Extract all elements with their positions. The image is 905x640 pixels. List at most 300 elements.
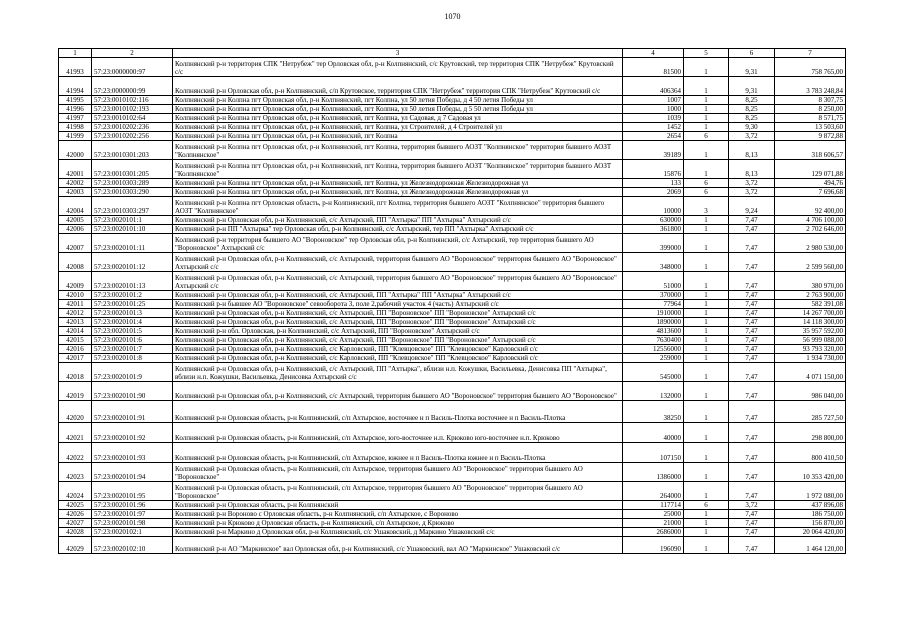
cadastral-number-cell: 57:23:0010102:193: [92, 105, 173, 114]
area-cell: 12556000: [623, 345, 684, 354]
cadastral-value-cell: 3 783 248,84: [775, 77, 846, 96]
group-cell: 1: [684, 272, 729, 291]
cadastral-number-cell: 57:23:0020102:1: [92, 528, 173, 537]
address-cell: Колпнянский р-н Колпна пгт Орловская обл, р-н Колпнянский, пгт Колпна: [173, 132, 623, 141]
group-cell: 1: [684, 443, 729, 463]
cadastral-value-cell: 986 040,00: [775, 382, 846, 401]
cadastral-number-cell: 57:23:0010303:297: [92, 197, 173, 216]
cadastral-number-cell: 57:23:0020101:97: [92, 510, 173, 519]
rate-cell: 7,47: [729, 300, 775, 309]
row-number-cell: 42013: [59, 318, 92, 327]
cadastral-value-cell: 8 250,00: [775, 105, 846, 114]
group-cell: 1: [684, 510, 729, 519]
rate-cell: 7,47: [729, 253, 775, 272]
rate-cell: 8,13: [729, 141, 775, 160]
table-row: [59, 105, 846, 114]
address-cell: Колпнянский р-н бывшее АО "Вороновское" севооборота 3, поле 2,рабочий участок 4 (часть) Ахтырский с/с: [173, 300, 623, 309]
address-cell: Колпнянский р-н Орловская обл, р-н Колпнянский, с/с Ахтырский, ПП "Ахтырка", вблизи н.п. Кожушки, Васильевка, Денисовка ПП "Ахтырка", вблизи н.п. Кожушки, Васильевка, Денисовка Ахтырский с/с: [173, 363, 623, 382]
cadastral-number-cell: 57:23:0020101:25: [92, 300, 173, 309]
table-row: [59, 132, 846, 141]
group-cell: 1: [684, 318, 729, 327]
row-number-cell: 42002: [59, 179, 92, 188]
area-cell: 81500: [623, 58, 684, 77]
group-cell: 1: [684, 336, 729, 345]
address-cell: Колпнянский р-н Колпна пгт Орловская обл, р-н Колпнянский, пгт Колпна, территория бывшего АОЗТ "Колпнянское" территория бывшего АОЗТ "Колпнянское": [173, 141, 623, 160]
cadastral-number-cell: 57:23:0020101:7: [92, 345, 173, 354]
area-cell: 630000: [623, 216, 684, 225]
rate-cell: 7,47: [729, 318, 775, 327]
area-cell: 21000: [623, 519, 684, 528]
area-cell: 264000: [623, 482, 684, 501]
area-cell: 1386000: [623, 463, 684, 482]
area-cell: 1890000: [623, 318, 684, 327]
area-cell: 77964: [623, 300, 684, 309]
cadastral-value-cell: 2 763 900,00: [775, 291, 846, 300]
rate-cell: 7,47: [729, 510, 775, 519]
table-row: [59, 528, 846, 537]
row-number-cell: 42022: [59, 443, 92, 463]
cadastral-value-cell: 298 800,00: [775, 423, 846, 443]
row-number-cell: 42003: [59, 188, 92, 197]
rate-cell: 7,47: [729, 443, 775, 463]
address-cell: Колпнянский р-н территория бывшего АО "Вороновское" тер Орловская обл, р-н Колпнянский, с/с Ахтырский, тер территория бывшего АО "Вороновское" Ахтырский с/с: [173, 234, 623, 253]
cadastral-value-cell: 20 064 420,00: [775, 528, 846, 537]
address-cell: Колпнянский р-н Крюково д Орловская область, р-н Колпнянский, с/п Ахтырское, д Крюково: [173, 519, 623, 528]
area-cell: 133: [623, 179, 684, 188]
area-cell: 348000: [623, 253, 684, 272]
group-cell: 1: [684, 58, 729, 77]
cadastral-value-cell: 1 464 120,00: [775, 537, 846, 554]
rate-cell: 7,47: [729, 234, 775, 253]
row-number-cell: 42017: [59, 354, 92, 363]
row-number-cell: 42019: [59, 382, 92, 401]
area-cell: 25000: [623, 510, 684, 519]
cadastral-value-cell: 2 599 560,00: [775, 253, 846, 272]
rate-cell: 8,25: [729, 114, 775, 123]
cadastral-number-cell: 57:23:0020101:3: [92, 309, 173, 318]
group-cell: 1: [684, 160, 729, 179]
table-row: [59, 123, 846, 132]
address-cell: Колпнянский р-н Орловская обл, р-н Колпнянский, с/с Ахтырский, ПП "Вороновское" ПП "Вороновское" Ахтырский с/с: [173, 336, 623, 345]
column-header: 3: [173, 49, 623, 58]
cadastral-value-cell: 4 706 100,00: [775, 216, 846, 225]
group-cell: 1: [684, 363, 729, 382]
table-row: [59, 141, 846, 160]
cadastral-value-cell: 186 750,00: [775, 510, 846, 519]
table-row: [59, 188, 846, 197]
address-cell: Колпнянский р-н Орловская обл, р-н Колпнянский, с/с Ахтырский, ПП "Ахтырка" ПП "Ахтырка" Ахтырский с/с: [173, 291, 623, 300]
group-cell: 1: [684, 234, 729, 253]
cadastral-value-cell: 4 071 150,00: [775, 363, 846, 382]
row-number-cell: 42001: [59, 160, 92, 179]
rate-cell: 9,30: [729, 123, 775, 132]
rate-cell: 8,25: [729, 96, 775, 105]
row-number-cell: 41994: [59, 77, 92, 96]
address-cell: Колпнянский р-н Колпна пгт Орловская обл, р-н Колпнянский, пгт Колпна, ул 50 летия Победы, д 5 50 летия Победы ул: [173, 105, 623, 114]
row-number-cell: 42005: [59, 216, 92, 225]
table-row: [59, 463, 846, 482]
group-cell: 1: [684, 309, 729, 318]
group-cell: 1: [684, 105, 729, 114]
cadastral-number-cell: 57:23:0010102:116: [92, 96, 173, 105]
column-header: 6: [729, 49, 775, 58]
column-header: 4: [623, 49, 684, 58]
group-cell: 6: [684, 132, 729, 141]
rate-cell: 3,72: [729, 132, 775, 141]
area-cell: 545000: [623, 363, 684, 382]
table-row: [59, 501, 846, 510]
table-row: [59, 216, 846, 225]
group-cell: 1: [684, 216, 729, 225]
rate-cell: 3,72: [729, 501, 775, 510]
address-cell: Колпнянский р-н Вороново с Орловская область, р-н Колпнянский, с/п Ахтырское, с Вороново: [173, 510, 623, 519]
row-number-cell: 41999: [59, 132, 92, 141]
area-cell: 117714: [623, 501, 684, 510]
group-cell: 1: [684, 291, 729, 300]
row-number-cell: 42016: [59, 345, 92, 354]
address-cell: Колпнянский р-н Орловская область, р-н Колпнянский, с/п Ахтырское, восточнее н п Василь-Плотка восточнее н п Василь-Плотка: [173, 401, 623, 423]
address-cell: Колпнянский р-н Орловская обл, р-н Колпнянский, с/с Ахтырский, ПП "Ахтырка" ПП "Ахтырка" Ахтырский с/с: [173, 216, 623, 225]
address-cell: Колпнянский р-н Орловская область, р-н Колпнянский, с/п Ахтырское, южнее н п Василь-Плотка южнее н п Василь-Плотка: [173, 443, 623, 463]
group-cell: 1: [684, 96, 729, 105]
table-row: [59, 382, 846, 401]
rate-cell: 7,47: [729, 345, 775, 354]
group-cell: 1: [684, 401, 729, 423]
page-number: 1070: [444, 12, 461, 21]
area-cell: 1039: [623, 114, 684, 123]
cadastral-number-cell: 57:23:0020101:6: [92, 336, 173, 345]
group-cell: 1: [684, 519, 729, 528]
row-number-cell: 42008: [59, 253, 92, 272]
row-number-cell: 42011: [59, 300, 92, 309]
table-row: [59, 179, 846, 188]
rate-cell: 7,47: [729, 463, 775, 482]
group-cell: 1: [684, 345, 729, 354]
address-cell: Колпнянский р-н Колпна пгт Орловская обл, р-н Колпнянский, пгт Колпна, территория бывшего АОЗТ "Колпнянское" территория бывшего АОЗТ "Колпнянское": [173, 160, 623, 179]
rate-cell: 3,72: [729, 179, 775, 188]
cadastral-number-cell: 57:23:0020101:1: [92, 216, 173, 225]
area-cell: 15876: [623, 160, 684, 179]
table-header-row: [59, 49, 846, 58]
area-cell: 2069: [623, 188, 684, 197]
table-row: [59, 537, 846, 554]
rate-cell: 7,47: [729, 423, 775, 443]
rate-cell: 8,25: [729, 105, 775, 114]
row-number-cell: 42006: [59, 225, 92, 234]
rate-cell: 7,47: [729, 537, 775, 554]
rate-cell: 7,47: [729, 528, 775, 537]
table-row: [59, 309, 846, 318]
group-cell: 1: [684, 225, 729, 234]
row-number-cell: 42027: [59, 519, 92, 528]
row-number-cell: 42000: [59, 141, 92, 160]
group-cell: 6: [684, 501, 729, 510]
row-number-cell: 42010: [59, 291, 92, 300]
row-number-cell: 42021: [59, 423, 92, 443]
address-cell: Колпнянский р-н Орловская обл, р-н Колпнянский, с/с Ахтырский, территория бывшего АО "Вороновское" территория бывшего АО "Вороновское" Ахтырский с/с: [173, 272, 623, 291]
area-cell: 1910000: [623, 309, 684, 318]
column-header: 1: [59, 49, 92, 58]
cadastral-value-cell: 2 980 530,00: [775, 234, 846, 253]
cadastral-number-cell: 57:23:0020101:9: [92, 363, 173, 382]
address-cell: Колпнянский р-н Колпна пгт Орловская обл, р-н Колпнянский, пгт Колпна, ул Железнодорожная Железнодорожная ул: [173, 179, 623, 188]
rate-cell: 7,47: [729, 354, 775, 363]
area-cell: 361800: [623, 225, 684, 234]
cadastral-number-cell: 57:23:0010303:289: [92, 179, 173, 188]
cadastral-value-cell: 7 696,68: [775, 188, 846, 197]
table-row: [59, 354, 846, 363]
cadastral-value-cell: 1 972 080,00: [775, 482, 846, 501]
row-number-cell: 42018: [59, 363, 92, 382]
area-cell: 370000: [623, 291, 684, 300]
cadastral-value-cell: 8 571,75: [775, 114, 846, 123]
row-number-cell: 41993: [59, 58, 92, 77]
address-cell: Колпнянский р-н Орловская обл, р-н Колпнянский, с/п Крутовское, территория СПК "Нетрубеж" территория СПК "Нетрубеж" Крутовский с/с: [173, 77, 623, 96]
cadastral-number-cell: 57:23:0000000:99: [92, 77, 173, 96]
address-cell: Колпнянский р-н Колпна пгт Орловская обл, р-н Колпнянский, пгт Колпна, ул Садовая, д 7 Садовая ул: [173, 114, 623, 123]
cadastral-number-cell: 57:23:0020101:10: [92, 225, 173, 234]
address-cell: Колпнянский р-н Орловская область, р-н Колпнянский, с/п Ахтырское, территория бывшего АО "Вороновское" территория бывшего АО "Вороновское": [173, 482, 623, 501]
area-cell: 40000: [623, 423, 684, 443]
address-cell: Колпнянский р-н Орловская обл, р-н Колпнянский, с/с Ахтырский, ПП "Вороновское" ПП "Вороновское" Ахтырский с/с: [173, 309, 623, 318]
group-cell: 1: [684, 354, 729, 363]
cadastral-number-cell: 57:23:0020101:11: [92, 234, 173, 253]
area-cell: 38250: [623, 401, 684, 423]
group-cell: 1: [684, 77, 729, 96]
column-header: 7: [775, 49, 846, 58]
rate-cell: 7,47: [729, 272, 775, 291]
group-cell: 1: [684, 253, 729, 272]
table-row: [59, 318, 846, 327]
address-cell: Колпнянский р-н территория СПК "Нетрубеж" тер Орловская обл, р-н Колпнянский, с/с Крутовский, тер территория СПК "Нетрубеж" Крутовский с/с: [173, 58, 623, 77]
group-cell: 1: [684, 482, 729, 501]
area-cell: 399000: [623, 234, 684, 253]
group-cell: 6: [684, 179, 729, 188]
area-cell: 1007: [623, 96, 684, 105]
rate-cell: 7,47: [729, 336, 775, 345]
cadastral-number-cell: 57:23:0010301:203: [92, 141, 173, 160]
cadastral-value-cell: 437 896,08: [775, 501, 846, 510]
table-row: [59, 510, 846, 519]
address-cell: Колпнянский р-н Орловская обл, р-н Колпнянский, с/с Карловский, ПП "Клевцовское" ПП "Клевцовское" Карловский с/с: [173, 345, 623, 354]
column-header: 5: [684, 49, 729, 58]
cadastral-value-cell: 56 999 088,00: [775, 336, 846, 345]
rate-cell: 7,47: [729, 401, 775, 423]
cadastral-value-cell: 10 353 420,00: [775, 463, 846, 482]
group-cell: 1: [684, 423, 729, 443]
area-cell: 10000: [623, 197, 684, 216]
rate-cell: 7,47: [729, 327, 775, 336]
rate-cell: 7,47: [729, 382, 775, 401]
address-cell: Колпнянский р-н обл. Орловская, р-н Колпнянский, с/с Ахтырский, ПП "Вороновское" Ахтырский с/с: [173, 327, 623, 336]
row-number-cell: 42026: [59, 510, 92, 519]
cadastral-number-cell: 57:23:0020101:94: [92, 463, 173, 482]
address-cell: Колпнянский р-н АО "Маркинское" вал Орловская обл, р-н Колпнянский, с/с Ушаковский, вал АО "Маркинское" Ушаковский с/с: [173, 537, 623, 554]
address-cell: Колпнянский р-н Орловская область, р-н Колпнянский, с/п Ахтырское, территория бывшего АО "Вороновское" территория бывшего АО "Вороновское": [173, 463, 623, 482]
table-row: [59, 345, 846, 354]
cadastral-value-cell: 494,76: [775, 179, 846, 188]
table-row: [59, 482, 846, 501]
rate-cell: 7,47: [729, 225, 775, 234]
group-cell: 1: [684, 463, 729, 482]
group-cell: 1: [684, 114, 729, 123]
rate-cell: 9,31: [729, 77, 775, 96]
table-row: [59, 519, 846, 528]
rate-cell: 7,47: [729, 309, 775, 318]
cadastral-value-cell: 285 727,50: [775, 401, 846, 423]
cadastral-number-cell: 57:23:0020101:2: [92, 291, 173, 300]
cadastral-number-cell: 57:23:0010303:290: [92, 188, 173, 197]
group-cell: 6: [684, 188, 729, 197]
cadastral-value-cell: 758 765,00: [775, 58, 846, 77]
address-cell: Колпнянский р-н Орловская обл, р-н Колпнянский, с/с Карловский, ПП "Клевцовское" ПП "Клевцовское" Карловский с/с: [173, 354, 623, 363]
group-cell: 1: [684, 123, 729, 132]
row-number-cell: 42015: [59, 336, 92, 345]
group-cell: 1: [684, 528, 729, 537]
table-row: [59, 443, 846, 463]
table-row: [59, 291, 846, 300]
cadastral-number-cell: 57:23:0020101:8: [92, 354, 173, 363]
row-number-cell: 41997: [59, 114, 92, 123]
row-number-cell: 42024: [59, 482, 92, 501]
group-cell: 1: [684, 327, 729, 336]
area-cell: 39189: [623, 141, 684, 160]
table-row: [59, 300, 846, 309]
cadastral-number-cell: 57:23:0010202:236: [92, 123, 173, 132]
cadastral-value-table: [58, 48, 846, 554]
address-cell: Колпнянский р-н Орловская обл, р-н Колпнянский, с/с Ахтырский, ПП "Вороновское" ПП "Вороновское" Ахтырский с/с: [173, 318, 623, 327]
rate-cell: 7,47: [729, 216, 775, 225]
cadastral-number-cell: 57:23:0020101:95: [92, 482, 173, 501]
area-cell: 259000: [623, 354, 684, 363]
address-cell: Колпнянский р-н Орловская обл, р-н Колпнянский, с/с Ахтырский, территория бывшего АО "Вороновское" территория бывшего АО "Вороновское": [173, 382, 623, 401]
address-cell: Колпнянский р-н Орловская обл, р-н Колпнянский, с/с Ахтырский, территория бывшего АО "Вороновское" территория бывшего АО "Вороновское" Ахтырский с/с: [173, 253, 623, 272]
cadastral-number-cell: 57:23:0020101:92: [92, 423, 173, 443]
rate-cell: 3,72: [729, 188, 775, 197]
table-row: [59, 336, 846, 345]
cadastral-value-cell: 156 870,00: [775, 519, 846, 528]
area-cell: 7630400: [623, 336, 684, 345]
area-cell: 107150: [623, 443, 684, 463]
rate-cell: 9,24: [729, 197, 775, 216]
row-number-cell: 42007: [59, 234, 92, 253]
area-cell: 2686000: [623, 528, 684, 537]
area-cell: 51000: [623, 272, 684, 291]
cadastral-value-cell: 582 391,08: [775, 300, 846, 309]
cadastral-number-cell: 57:23:0020102:10: [92, 537, 173, 554]
address-cell: Колпнянский р-н Орловская область, р-н Колпнянский: [173, 501, 623, 510]
row-number-cell: 42009: [59, 272, 92, 291]
address-cell: Колпнянский р-н Колпна пгт Орловская обл, р-н Колпнянский, пгт Колпна, ул 50 летия Победы, д 4 50 летия Победы ул: [173, 96, 623, 105]
cadastral-value-cell: 35 957 592,00: [775, 327, 846, 336]
row-number-cell: 42029: [59, 537, 92, 554]
address-cell: Колпнянский р-н Орловская область, р-н Колпнянский, с/п Ахтырское, юго-восточнее н.п. Крюково юго-восточнее н.п. Крюково: [173, 423, 623, 443]
area-cell: 1000: [623, 105, 684, 114]
group-cell: 1: [684, 537, 729, 554]
cadastral-value-cell: 800 410,50: [775, 443, 846, 463]
row-number-cell: 41998: [59, 123, 92, 132]
cadastral-value-cell: 318 606,57: [775, 141, 846, 160]
cadastral-value-cell: 92 400,00: [775, 197, 846, 216]
table-row: [59, 58, 846, 77]
cadastral-value-cell: 8 307,75: [775, 96, 846, 105]
group-cell: 1: [684, 141, 729, 160]
row-number-cell: 41995: [59, 96, 92, 105]
table-row: [59, 77, 846, 96]
cadastral-value-cell: 2 702 646,00: [775, 225, 846, 234]
cadastral-value-cell: 129 071,88: [775, 160, 846, 179]
cadastral-number-cell: 57:23:0000000:97: [92, 58, 173, 77]
row-number-cell: 42014: [59, 327, 92, 336]
area-cell: 132000: [623, 382, 684, 401]
address-cell: Колпнянский р-н Колпна пгт Орловская обл, р-н Колпнянский, пгт Колпна, ул Строителей, д 4 Строителей ул: [173, 123, 623, 132]
rate-cell: 7,47: [729, 291, 775, 300]
cadastral-value-cell: 93 793 320,00: [775, 345, 846, 354]
cadastral-value-cell: 380 970,00: [775, 272, 846, 291]
table-row: [59, 225, 846, 234]
table-row: [59, 327, 846, 336]
cadastral-value-cell: 14 118 300,00: [775, 318, 846, 327]
rate-cell: 7,47: [729, 363, 775, 382]
rate-cell: 9,31: [729, 58, 775, 77]
cadastral-number-cell: 57:23:0010202:256: [92, 132, 173, 141]
cadastral-number-cell: 57:23:0020101:90: [92, 382, 173, 401]
row-number-cell: 42020: [59, 401, 92, 423]
cadastral-number-cell: 57:23:0020101:5: [92, 327, 173, 336]
table-row: [59, 197, 846, 216]
area-cell: 2654: [623, 132, 684, 141]
cadastral-number-cell: 57:23:0010102:64: [92, 114, 173, 123]
area-cell: 406364: [623, 77, 684, 96]
row-number-cell: 42012: [59, 309, 92, 318]
column-header: 2: [92, 49, 173, 58]
table-row: [59, 272, 846, 291]
cadastral-number-cell: 57:23:0020101:12: [92, 253, 173, 272]
group-cell: 1: [684, 382, 729, 401]
group-cell: 3: [684, 197, 729, 216]
area-cell: 196090: [623, 537, 684, 554]
address-cell: Колпнянский р-н ПП "Ахтырка" тер Орловская обл, р-н Колпнянский, с/с Ахтырский, тер ПП "Ахтырка" Ахтырский с/с: [173, 225, 623, 234]
table-row: [59, 423, 846, 443]
row-number-cell: 42028: [59, 528, 92, 537]
cadastral-number-cell: 57:23:0010301:205: [92, 160, 173, 179]
table-row: [59, 114, 846, 123]
row-number-cell: 42023: [59, 463, 92, 482]
address-cell: Колпнянский р-н Колпна пгт Орловская область, р-н Колпнянский, пгт Колпна, территория бывшего АОЗТ "Колпнянское" территория бывшего АОЗТ "Колпнянское": [173, 197, 623, 216]
address-cell: Колпнянский р-н Колпна пгт Орловская обл, р-н Колпнянский, пгт Колпна, ул Железнодорожная Железнодорожная ул: [173, 188, 623, 197]
cadastral-value-cell: 14 267 700,00: [775, 309, 846, 318]
cadastral-number-cell: 57:23:0020101:4: [92, 318, 173, 327]
rate-cell: 7,47: [729, 519, 775, 528]
rate-cell: 7,47: [729, 482, 775, 501]
area-cell: 4813600: [623, 327, 684, 336]
rate-cell: 8,13: [729, 160, 775, 179]
area-cell: 1452: [623, 123, 684, 132]
cadastral-value-cell: 13 503,60: [775, 123, 846, 132]
cadastral-number-cell: 57:23:0020101:91: [92, 401, 173, 423]
cadastral-value-cell: 9 872,88: [775, 132, 846, 141]
address-cell: Колпнянский р-н Маркино д Орловская обл, р-н Колпнянский, с/с Ушаковский, д Маркино Ушаковский с/с: [173, 528, 623, 537]
row-number-cell: 42004: [59, 197, 92, 216]
table-row: [59, 363, 846, 382]
table-row: [59, 401, 846, 423]
cadastral-number-cell: 57:23:0020101:93: [92, 443, 173, 463]
row-number-cell: 42025: [59, 501, 92, 510]
group-cell: 1: [684, 300, 729, 309]
table-row: [59, 234, 846, 253]
cadastral-number-cell: 57:23:0020101:13: [92, 272, 173, 291]
cadastral-number-cell: 57:23:0020101:96: [92, 501, 173, 510]
